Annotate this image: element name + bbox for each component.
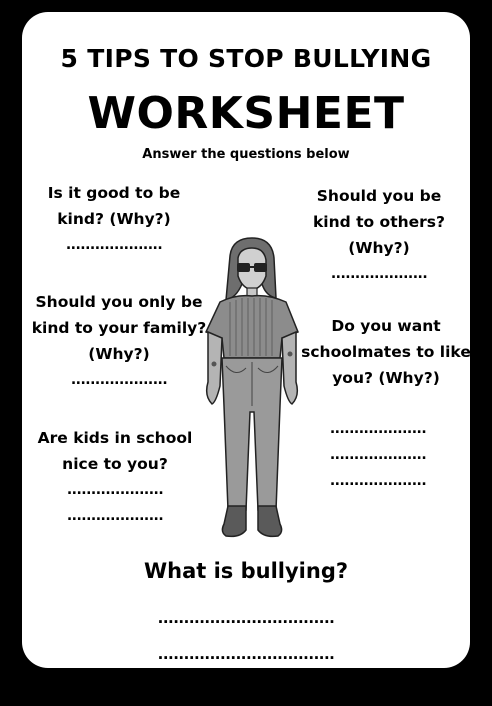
instruction-text: Answer the questions below: [142, 147, 350, 162]
answer-blank: ....................: [66, 508, 164, 524]
answer-blank: ....................: [65, 237, 163, 253]
final-answer-lines: [0, 600, 492, 672]
answer-blank: ....................: [329, 421, 427, 437]
question-5: [28, 425, 202, 529]
answer-blank: ....................: [329, 473, 427, 489]
question-3-text: Should you only be kind to your family? (Why?): [31, 293, 207, 363]
answer-blank: ....................: [329, 447, 427, 463]
final-question-heading: What is bullying?: [143, 559, 349, 583]
answer-blank: ..................................: [157, 645, 335, 663]
question-1: [34, 180, 194, 258]
worksheet-title: 5 TIPS TO STOP BULLYING: [60, 44, 432, 73]
question-5-text: Are kids in school nice to you?: [37, 429, 193, 473]
question-2-text: Should you be kind to others? (Why?): [312, 187, 446, 257]
question-4-text: Do you want schoolmates to like you? (Why?): [301, 317, 471, 387]
worksheet-subtitle: WORKSHEET: [87, 88, 405, 139]
student-illustration: [196, 236, 314, 540]
answer-blank: ....................: [66, 482, 164, 498]
answer-blank: ..................................: [157, 609, 335, 627]
question-3: [28, 289, 210, 393]
answer-blank: ....................: [330, 266, 428, 282]
question-2: [300, 183, 458, 287]
answer-blank: ....................: [70, 372, 168, 388]
question-4: [300, 313, 472, 391]
question-1-text: Is it good to be kind? (Why?): [47, 184, 181, 228]
question-4-answer-lines: [328, 416, 428, 494]
